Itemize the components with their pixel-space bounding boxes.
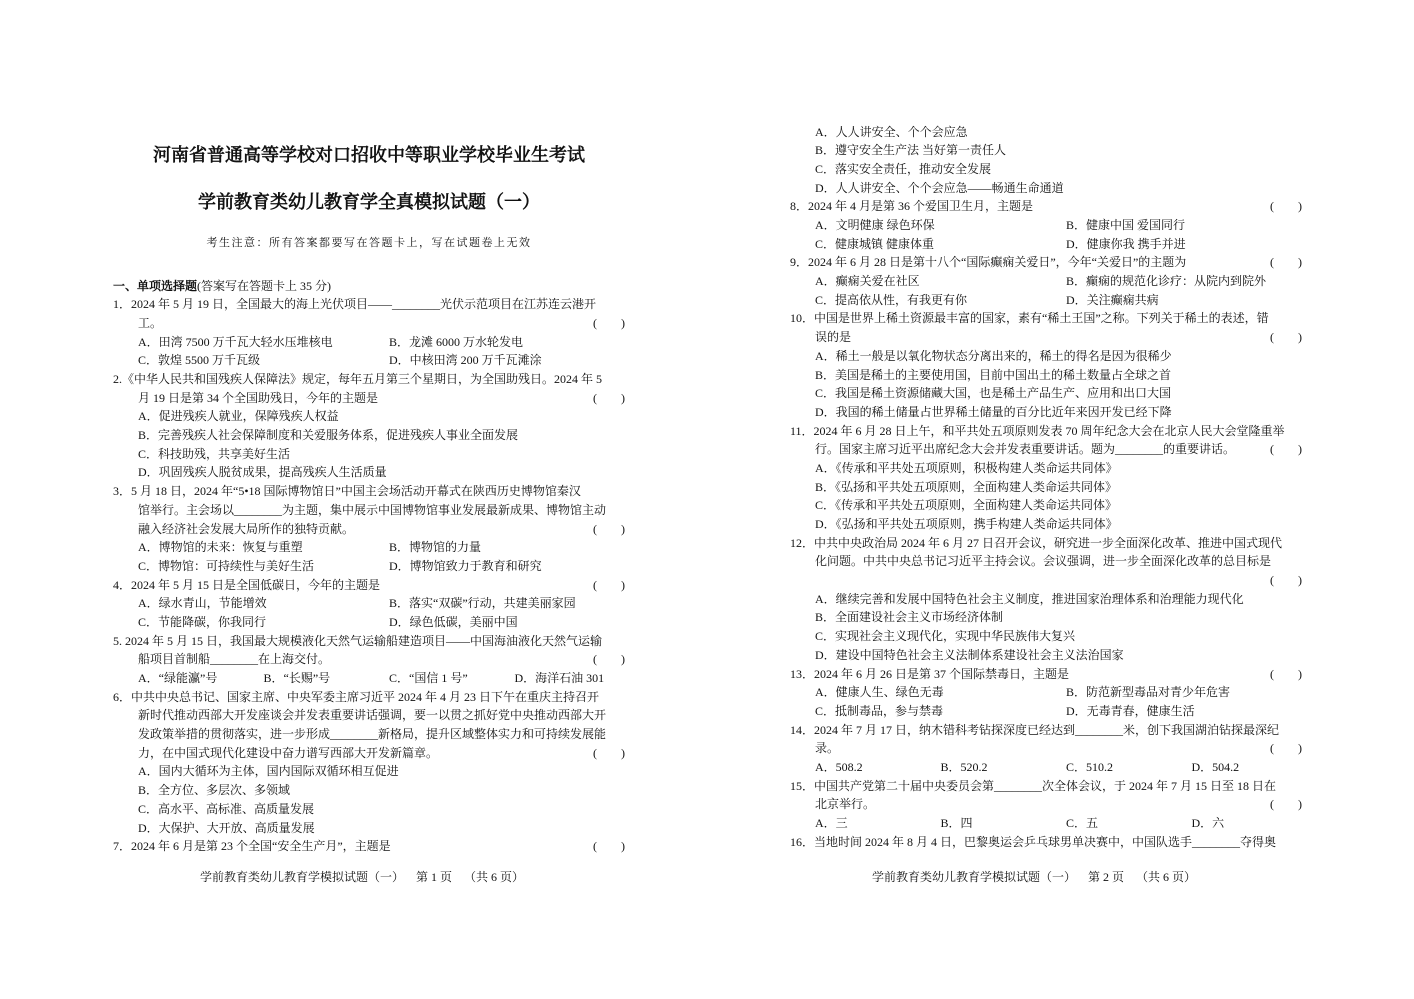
footer-page-total: （共 6 页）	[1136, 870, 1197, 884]
option-c: C．高水平、高标准、高质量发展	[138, 801, 315, 816]
question-text: 工。	[138, 315, 163, 330]
option-c: C．落实安全责任，推动安全发展	[815, 161, 992, 176]
option-row	[113, 351, 625, 370]
footer-title: 学前教育类幼儿教育学模拟试题（一）	[872, 870, 1077, 884]
answer-bracket: ( )	[1270, 797, 1302, 812]
option-c: C．敦煌 5500 万千瓦级	[138, 353, 261, 368]
question-text: 新时代推动西部大开发座谈会并发表重要讲话强调，要一以贯之抓好党中央推动西部大开	[138, 708, 607, 723]
question-text: 行。国家主席习近平出席纪念大会并发表重要讲话。题为________的重要讲话。	[815, 442, 1236, 457]
question-stem-line	[113, 837, 625, 856]
option-a: A．人人讲安全、个个会应急	[815, 124, 968, 139]
option-row	[790, 646, 1302, 665]
option-row	[113, 669, 625, 688]
option-a: A．继续完善和发展中国特色社会主义制度，推进国家治理体系和治理能力现代化	[815, 591, 1244, 606]
question-stem-line	[790, 440, 1302, 459]
page-2-footer	[872, 868, 1196, 886]
question-block	[790, 721, 1302, 777]
candidate-notice: 考生注意：所有答案都要写在答题卡上，写在试题卷上无效	[206, 237, 532, 249]
section-heading	[113, 277, 625, 296]
option-a: A．508.2	[815, 759, 863, 774]
question-block	[790, 665, 1302, 721]
option-c: C．510.2	[1066, 759, 1114, 774]
option-a: A．三	[815, 816, 848, 831]
question-stem-line	[113, 725, 625, 744]
option-row	[790, 814, 1302, 833]
option-row	[113, 557, 625, 576]
option-d: D．《弘扬和平共处五项原则，携手构建人类命运共同体》	[815, 517, 1118, 532]
question-stem-line	[113, 706, 625, 725]
question-text: 化问题。中共中央总书记习近平主持会议。会议强调，进一步全面深化改革的总目标是	[815, 554, 1272, 569]
question-stem-line	[790, 721, 1302, 740]
answer-bracket: ( )	[593, 390, 625, 405]
option-d: D．无毒青春，健康生活	[1066, 703, 1195, 718]
option-d: D．人人讲安全、个个会应急——畅通生命通道	[815, 180, 1064, 195]
option-c: C．博物馆：可持续性与美好生活	[138, 558, 315, 573]
answer-bracket: ( )	[593, 839, 625, 854]
question-text: 2.《中华人民共和国残疾人保障法》规定，每年五月第三个星期日，为全国助残日。2024 年 5	[113, 372, 603, 387]
section-note: (答案写在答题卡上 35 分)	[197, 278, 332, 293]
question-stem-line	[113, 501, 625, 520]
question-stem-line	[790, 777, 1302, 796]
option-c: C．《传承和平共处五项原则，全面构建人类命运共同体》	[815, 498, 1118, 513]
answer-bracket-line	[790, 571, 1302, 590]
option-b: B．癫痫的规范化诊疗：从院内到院外	[1066, 274, 1267, 289]
question-stem-line	[113, 482, 625, 501]
question-stem-line	[790, 422, 1302, 441]
question-stem-line	[790, 739, 1302, 758]
section-label: 一、单项选择题	[113, 278, 198, 293]
question-text: 船项目首制船________在上海交付。	[138, 652, 331, 667]
question-block	[113, 576, 625, 632]
option-row	[113, 594, 625, 613]
option-d: D．中核田湾 200 万千瓦滩涂	[389, 353, 542, 368]
option-c: C．节能降碳，你我同行	[138, 614, 267, 629]
question-text: 误的是	[815, 330, 852, 345]
question-text: 力，在中国式现代化建设中奋力谱写西部大开发新篇章。	[138, 745, 439, 760]
question-block	[113, 482, 625, 575]
option-c: C．提高依从性，有我更有你	[815, 292, 968, 307]
option-b: B．美国是稀土的主要使用国，目前中国出土的稀土数量占全球之首	[815, 367, 1172, 382]
question-block	[113, 632, 625, 688]
question-stem-line	[113, 650, 625, 669]
option-row	[113, 426, 625, 445]
footer-title: 学前教育类幼儿教育学模拟试题（一）	[200, 870, 405, 884]
question-text: 14．2024 年 7 月 17 日，纳木错科考钻探深度已经达到________米，创下我国湖泊钻探最深纪	[790, 722, 1280, 737]
option-row	[790, 758, 1302, 777]
question-text: 16．当地时间 2024 年 8 月 4 日，巴黎奥运会乒乓球男单决赛中，中国队选手________夺得奥	[790, 834, 1277, 849]
option-d: D．绿色低碳，美丽中国	[389, 614, 518, 629]
option-c: C．五	[1066, 816, 1099, 831]
question-text: 12．中共中央政治局 2024 年 6 月 27 日召开会议，研究进一步全面深化改革、推进中国式现代	[790, 535, 1283, 550]
answer-bracket: ( )	[593, 652, 625, 667]
option-row	[790, 160, 1302, 179]
answer-bracket: ( )	[1270, 255, 1302, 270]
option-row	[790, 347, 1302, 366]
option-row	[113, 800, 625, 819]
question-stem-line	[790, 665, 1302, 684]
option-d: D．504.2	[1191, 759, 1240, 774]
option-c: C．健康城镇 健康体重	[815, 236, 935, 251]
question-text: 3．5 月 18 日，2024 年“5•18 国际博物馆日”中国主会场活动开幕式在陕西历史博物馆秦汉	[113, 484, 581, 499]
question-block	[790, 833, 1302, 852]
option-row	[790, 123, 1302, 142]
option-c: C．抵制毒品，参与禁毒	[815, 703, 944, 718]
question-block	[790, 123, 1302, 198]
option-row	[790, 141, 1302, 160]
question-text: 融入经济社会发展大局所作的独特贡献。	[138, 521, 355, 536]
option-a: A．“绿能瀛”号	[138, 671, 218, 686]
option-row	[790, 179, 1302, 198]
question-stem-line	[113, 520, 625, 539]
answer-bracket: ( )	[1270, 442, 1302, 457]
option-row	[790, 291, 1302, 310]
option-row	[790, 384, 1302, 403]
option-a: A．文明健康 绿色环保	[815, 218, 935, 233]
option-c: C．实现社会主义现代化，实现中华民族伟大复兴	[815, 629, 1076, 644]
question-block	[113, 370, 625, 482]
footer-page-number: 第 2 页	[1088, 870, 1125, 884]
answer-bracket: ( )	[593, 745, 625, 760]
option-d: D．大保护、大开放、高质量发展	[138, 820, 315, 835]
question-text: 9．2024 年 6 月 28 日是第十八个“国际癫痫关爱日”，今年“关爱日”的主题为	[790, 255, 1187, 270]
answer-bracket: ( )	[593, 315, 625, 330]
option-b: B．完善残疾人社会保障制度和关爱服务体系，促进残疾人事业全面发展	[138, 428, 519, 443]
option-d: D．海洋石油 301	[514, 671, 605, 686]
footer-page-number: 第 1 页	[416, 870, 453, 884]
exam-title-line-2: 学前教育类幼儿教育学全真模拟试题（一）	[198, 192, 540, 212]
option-row	[113, 407, 625, 426]
exam-title-line-1: 河南省普通高等学校对口招收中等职业学校毕业生考试	[153, 145, 585, 165]
option-c: C．我国是稀土资源储藏大国，也是稀土产品生产、应用和出口大国	[815, 386, 1172, 401]
question-stem-line	[113, 632, 625, 651]
option-b: B．520.2	[940, 759, 988, 774]
question-stem-line	[113, 744, 625, 763]
option-row	[790, 627, 1302, 646]
option-row	[790, 366, 1302, 385]
option-row	[113, 762, 625, 781]
page-1-footer	[200, 868, 524, 886]
question-stem-line	[790, 309, 1302, 328]
option-row	[113, 819, 625, 838]
footer-page-total: （共 6 页）	[464, 870, 525, 884]
question-text: 录。	[815, 741, 840, 756]
answer-bracket: ( )	[593, 577, 625, 592]
page-2-body	[790, 123, 1302, 852]
question-text: 11．2024 年 6 月 28 日上午，和平共处五项原则发表 70 周年纪念大会在北京人民大会堂隆重举	[790, 423, 1285, 438]
option-a: A．博物馆的未来：恢复与重塑	[138, 540, 303, 555]
page-1-body	[113, 277, 625, 856]
question-stem-line	[113, 389, 625, 408]
option-row	[113, 613, 625, 632]
option-row	[113, 781, 625, 800]
question-stem-line	[113, 370, 625, 389]
option-d: D．巩固残疾人脱贫成果，提高残疾人生活质量	[138, 465, 387, 480]
question-stem-line	[790, 833, 1302, 852]
option-a: A．《传承和平共处五项原则，积极构建人类命运共同体》	[815, 460, 1118, 475]
option-row	[790, 216, 1302, 235]
option-a: A．绿水青山，节能增效	[138, 596, 267, 611]
question-stem-line	[790, 328, 1302, 347]
option-d: D．博物馆致力于教育和研究	[389, 558, 542, 573]
option-row	[113, 333, 625, 352]
question-stem-line	[790, 534, 1302, 553]
question-text: 13．2024 年 6 月 26 日是第 37 个国际禁毒日，主题是	[790, 666, 1070, 681]
option-row	[790, 403, 1302, 422]
option-row	[790, 683, 1302, 702]
question-text: 4．2024 年 5 月 15 日是全国低碳日，今年的主题是	[113, 577, 381, 592]
answer-bracket: ( )	[1270, 330, 1302, 345]
option-row	[790, 235, 1302, 254]
option-a: A．癫痫关爱在社区	[815, 274, 920, 289]
question-text: 1．2024 年 5 月 19 日，全国最大的海上光伏项目——________光伏示范项目在江苏连云港开	[113, 297, 597, 312]
question-block	[790, 253, 1302, 309]
question-block	[790, 422, 1302, 534]
option-row	[790, 459, 1302, 478]
question-block	[113, 295, 625, 370]
option-row	[113, 538, 625, 557]
question-text: 月 19 日是第 34 个全国助残日，今年的主题是	[138, 390, 379, 405]
option-row	[790, 478, 1302, 497]
question-text: 馆举行。主会场以________为主题，集中展示中国博物馆事业发展最新成果、博物馆主动	[138, 502, 607, 517]
option-a: A．促进残疾人就业，保障残疾人权益	[138, 409, 339, 424]
option-b: B．全方位、多层次、多领域	[138, 783, 291, 798]
option-row	[790, 515, 1302, 534]
question-stem-line	[790, 795, 1302, 814]
question-block	[790, 777, 1302, 833]
option-b: B．《弘扬和平共处五项原则，全面构建人类命运共同体》	[815, 479, 1118, 494]
option-b: B．全面建设社会主义市场经济体制	[815, 610, 1004, 625]
question-block	[113, 837, 625, 856]
option-row	[790, 608, 1302, 627]
option-row	[113, 463, 625, 482]
option-c: C．“国信 1 号”	[389, 671, 468, 686]
option-row	[790, 702, 1302, 721]
answer-bracket: ( )	[1270, 741, 1302, 756]
question-stem-line	[113, 576, 625, 595]
question-text: 10．中国是世界上稀土资源最丰富的国家，素有“稀土王国”之称。下列关于稀土的表述，错	[790, 311, 1269, 326]
option-row	[790, 496, 1302, 515]
option-a: A．国内大循环为主体，国内国际双循环相互促进	[138, 764, 399, 779]
answer-bracket: ( )	[593, 521, 625, 536]
question-stem-line	[790, 253, 1302, 272]
option-b: B．龙滩 6000 万水轮发电	[389, 334, 524, 349]
question-stem-line	[113, 688, 625, 707]
question-block	[790, 534, 1302, 665]
question-text: 15．中国共产党第二十届中央委员会第________次全体会议，于 2024 年 7 月 15 日至 18 日在	[790, 778, 1277, 793]
question-text: 发政策举措的贯彻落实，进一步形成________新格局，提升区域整体实力和可持续发展能	[138, 727, 607, 742]
answer-bracket: ( )	[1270, 573, 1302, 588]
option-d: D．建设中国特色社会主义法制体系建设社会主义法治国家	[815, 647, 1124, 662]
option-d: D．健康你我 携手并进	[1066, 236, 1186, 251]
question-block	[113, 688, 625, 838]
option-d: D．六	[1191, 816, 1225, 831]
option-c: C．科技助残，共享美好生活	[138, 446, 291, 461]
question-text: 北京举行。	[815, 797, 876, 812]
question-stem-line	[113, 295, 625, 314]
option-b: B．四	[940, 816, 973, 831]
answer-bracket: ( )	[1270, 666, 1302, 681]
question-text: 5. 2024 年 5 月 15 日，我国最大规模液化天然气运输船建造项目——中国海油液化天然气运输	[113, 633, 603, 648]
answer-bracket: ( )	[1270, 199, 1302, 214]
question-stem-line	[113, 314, 625, 333]
question-stem-line	[790, 552, 1302, 571]
question-block	[790, 197, 1302, 253]
option-b: B．遵守安全生产法 当好第一责任人	[815, 143, 1007, 158]
option-b: B．“长赐”号	[263, 671, 331, 686]
option-a: A．健康人生、绿色无毒	[815, 685, 944, 700]
option-row	[790, 590, 1302, 609]
question-text: 8．2024 年 4 月是第 36 个爱国卫生月，主题是	[790, 199, 1034, 214]
option-d: D．关注癫痫共病	[1066, 292, 1159, 307]
option-b: B．博物馆的力量	[389, 540, 482, 555]
question-text: 7．2024 年 6 月是第 23 个全国“安全生产月”，主题是	[113, 839, 391, 854]
question-stem-line	[790, 197, 1302, 216]
option-b: B．健康中国 爱国同行	[1066, 218, 1186, 233]
question-block	[790, 309, 1302, 421]
option-a: A．田湾 7500 万千瓦大轻水压堆核电	[138, 334, 333, 349]
option-a: A．稀土一般是以氧化物状态分离出来的，稀土的得名是因为很稀少	[815, 348, 1172, 363]
option-b: B．防范新型毒品对青少年危害	[1066, 685, 1231, 700]
question-text: 6．中共中央总书记、国家主席、中央军委主席习近平 2024 年 4 月 23 日下午在重庆主持召开	[113, 689, 600, 704]
option-b: B．落实“双碳”行动，共建美丽家园	[389, 596, 576, 611]
option-row	[113, 445, 625, 464]
option-d: D．我国的稀土储量占世界稀土储量的百分比近年来因开发已经下降	[815, 404, 1172, 419]
option-row	[790, 272, 1302, 291]
